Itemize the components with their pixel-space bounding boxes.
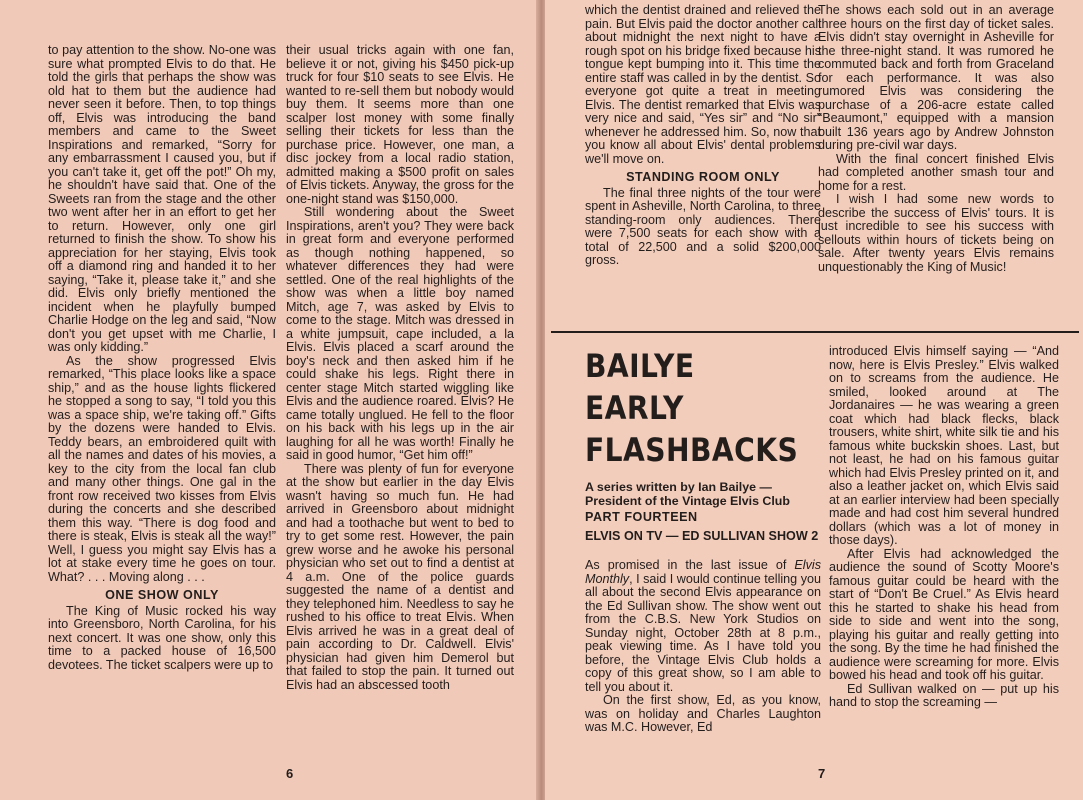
byline: A series written by Ian Bailye — President of the Vintage Elvis Club xyxy=(585,480,790,508)
paragraph: their usual tricks again with one fan, believe it or not, giving his $450 pick-up truck for four $10 seats to see Elvis. He wanted to re-sell them but nobody would buy them. It seems more than one scalper lost money with some finally selling their tickets for less than the purchase price. However, one man, a disc jockey from a local radio station, admitted making a $500 profit on sales of Elvis tickets. Anyway, the gross for the one-night stand was $150,000. xyxy=(286,44,514,206)
left-column-1 xyxy=(48,44,276,766)
paragraph: The final three nights of the tour were spent in Asheville, North Carolina, to three standing-room only audiences. There were 7,500 seats for each show with a total of 22,500 and a solid $200,000 gross. xyxy=(585,185,821,267)
paragraph: The King of Music rocked his way into Greensboro, North Carolina, for his next concert. It was one show, only this time to a packed house of 16,500 devotees. The ticket scalpers were up to xyxy=(48,603,276,672)
page-number: 6 xyxy=(286,766,294,781)
right-page xyxy=(545,0,1083,800)
article-title xyxy=(585,345,798,471)
paragraph: The shows each sold out in an average three hours on the first day of ticket sales. Elvis didn't stay overnight in Asheville for the three-night stand. It was rumored he commuted back and forth from Graceland for each performance. It was also rumored Elvis was considering the purchase of a 206-acre estate called “Beaumont,” equipped with a mansion built 136 years ago by Andrew Johnston during pre-civil war days. xyxy=(818,4,1054,152)
title-line: FLASHBACKS xyxy=(585,431,799,469)
article-subheading: ELVIS ON TV — ED SULLIVAN SHOW 2 xyxy=(585,529,819,543)
section-heading-standing-room-only: STANDING ROOM ONLY xyxy=(626,170,780,184)
paragraph: Still wondering about the Sweet Inspirations, aren't you? They were back in great form and everyone performed as though nothing happened, so whatever differences they had were settled. One of the real highlights of the show was when a little boy named Mitch, age 7, was asked by Elvis to come to the stage. Mitch was dressed in a white jumpsuit, cape included, a la Elvis. Elvis placed a scarf around the boy's neck and then asked him if he could shake his legs. Right there in center stage Mitch started wiggling like Elvis and the audience roared. Elvis? He came totally unglued. He fell to the floor on his back with his legs up in the air laughing for all he was worth! Finally he said in good humor, “Get him off!” xyxy=(286,205,514,462)
title-line: EARLY xyxy=(585,389,684,427)
section-heading-one-show-only: ONE SHOW ONLY xyxy=(105,588,219,602)
text-span: As promised in the last issue of xyxy=(585,559,795,572)
left-column-2 xyxy=(286,44,514,766)
paragraph: After Elvis had acknowledged the audience the sound of Scotty Moore's famous guitar could be heard with the start of “Don't Be Cruel.” As Elvis heard this he started to shake his head from side to side and went into the song, playing his guitar and really getting into the song. By the time he had finished the audience were screaming for more. Elvis bowed his head and took off his guitar. xyxy=(829,546,1059,682)
paragraph: which the dentist drained and relieved the pain. But Elvis paid the doctor another call about midnight the next night to have a rough spot on his bridge fixed because his tongue kept bumping into it. This time the entire staff was called in by the dentist. So everyone got quite a treat in meeting Elvis. The dentist remarked that Elvis was very nice and said, “Yes sir” and “No sir” whenever he addressed him. So, now that you know all about Elvis' dental problems we'll move on. xyxy=(585,4,821,166)
paragraph: I wish I had some new words to describe the success of Elvis' tours. It is just incredible to see his success with sellouts within hours of tickets being on sale. After twenty years Elvis remains unquestionably the King of Music! xyxy=(818,192,1054,274)
paragraph xyxy=(585,559,821,694)
horizontal-divider xyxy=(551,331,1079,333)
text-span: , I said I would continue telling you all about the second Elvis appearance on the Ed Sullivan show. The show went out from the C.B.S. New York Studios on Sunday night, October 28th at 8 p.m., peak viewing time. As I have told you before, the Vintage Elvis Club holds a copy of this great show, so I am able to tell you about it. xyxy=(585,571,821,694)
title-line: BAILYE xyxy=(585,347,695,385)
paragraph: introduced Elvis himself saying — “And now, here is Elvis Presley.” Elvis walked on to screams from the audience. He smiled, looked around at The Jordanaires — he was wearing a green coat which had black flecks, black trousers, white shirt, white silk tie and his famous white buckskin shoes. Last, but not least, he had on his famous guitar which had Elvis Presley printed on it, and also a leather jacket on, which Elvis said at an earlier interview had been specially made and had cost him several hundred dollars (which was a lot of money in those days). xyxy=(829,345,1059,547)
right-column-2-top xyxy=(818,4,1054,330)
right-column-1-bottom xyxy=(585,559,821,769)
paragraph: As the show progressed Elvis remarked, “This place looks like a space ship,” and as the house lights flickered he stopped a song to say, “I told you this was a space ship, we're taking off.” Gifts by the dozens were handed to Elvis. Teddy bears, an embroidered quilt with all the names and dates of his movies, a key to the city from the local fan club and many other things. One gal in the front row received two kisses from Elvis during the concerts and she described them this way. “There is dog food and there is steak, Elvis is steak all the way!” Well, I guess you might say Elvis has a lot at stake every time he goes on tour. What? . . . Moving along . . . xyxy=(48,353,276,584)
paragraph: On the first show, Ed, as you know, was on holiday and Charles Laughton was M.C. However, Ed xyxy=(585,693,821,734)
right-column-1-top xyxy=(585,4,821,330)
magazine-name: Elvis Monthly xyxy=(585,559,821,586)
right-column-2-bottom xyxy=(829,345,1059,775)
part-number: PART FOURTEEN xyxy=(585,510,698,524)
paragraph: There was plenty of fun for everyone at the show but earlier in the day Elvis wasn't having so much fun. He had arrived in Greensboro about midnight and had a toothache but went to bed to try to get some rest. However, the pain grew worse and he awoke his personal physician who set out to find a dentist at 4 a.m. One of the police guards suggested the name of a dentist and they telephoned him. Needless to say he rushed to his office to treat Elvis. When Elvis arrived he was in a great deal of pain according to Dr. Caldwell. Elvis' physician had given him Demerol but that failed to stop the pain. It turned out Elvis had an abscessed tooth xyxy=(286,461,514,692)
page-number: 7 xyxy=(818,766,826,781)
left-page xyxy=(0,0,538,800)
paragraph: Ed Sullivan walked on — put up his hand to stop the screaming — xyxy=(829,681,1059,709)
paragraph: With the final concert finished Elvis had completed another smash tour and home for a rest. xyxy=(818,151,1054,193)
paragraph: to pay attention to the show. No-one was sure what prompted Elvis to do that. He told the girls that perhaps the show was old hat to them but the audience had never seen it before. Then, to top things off, Elvis was introducing the band members and came to the Sweet Inspirations and remarked, “Sorry for any embarrassment I caused you, but if you can't take it, get off the pot!” Oh my, he shouldn't have said that. One of the Sweets ran from the stage and the other two went after her in an effort to get her to return. However, only one girl returned to finish the show. To show his appreciation for her staying, Elvis took off a diamond ring and handed it to her saying, “Take it, please take it,” and she did. Elvis only briefly mentioned the incident when he playfully bumped Charlie Hodge on the leg and said, “Now don't you get upset with me Charlie, I was only kidding.” xyxy=(48,44,276,354)
